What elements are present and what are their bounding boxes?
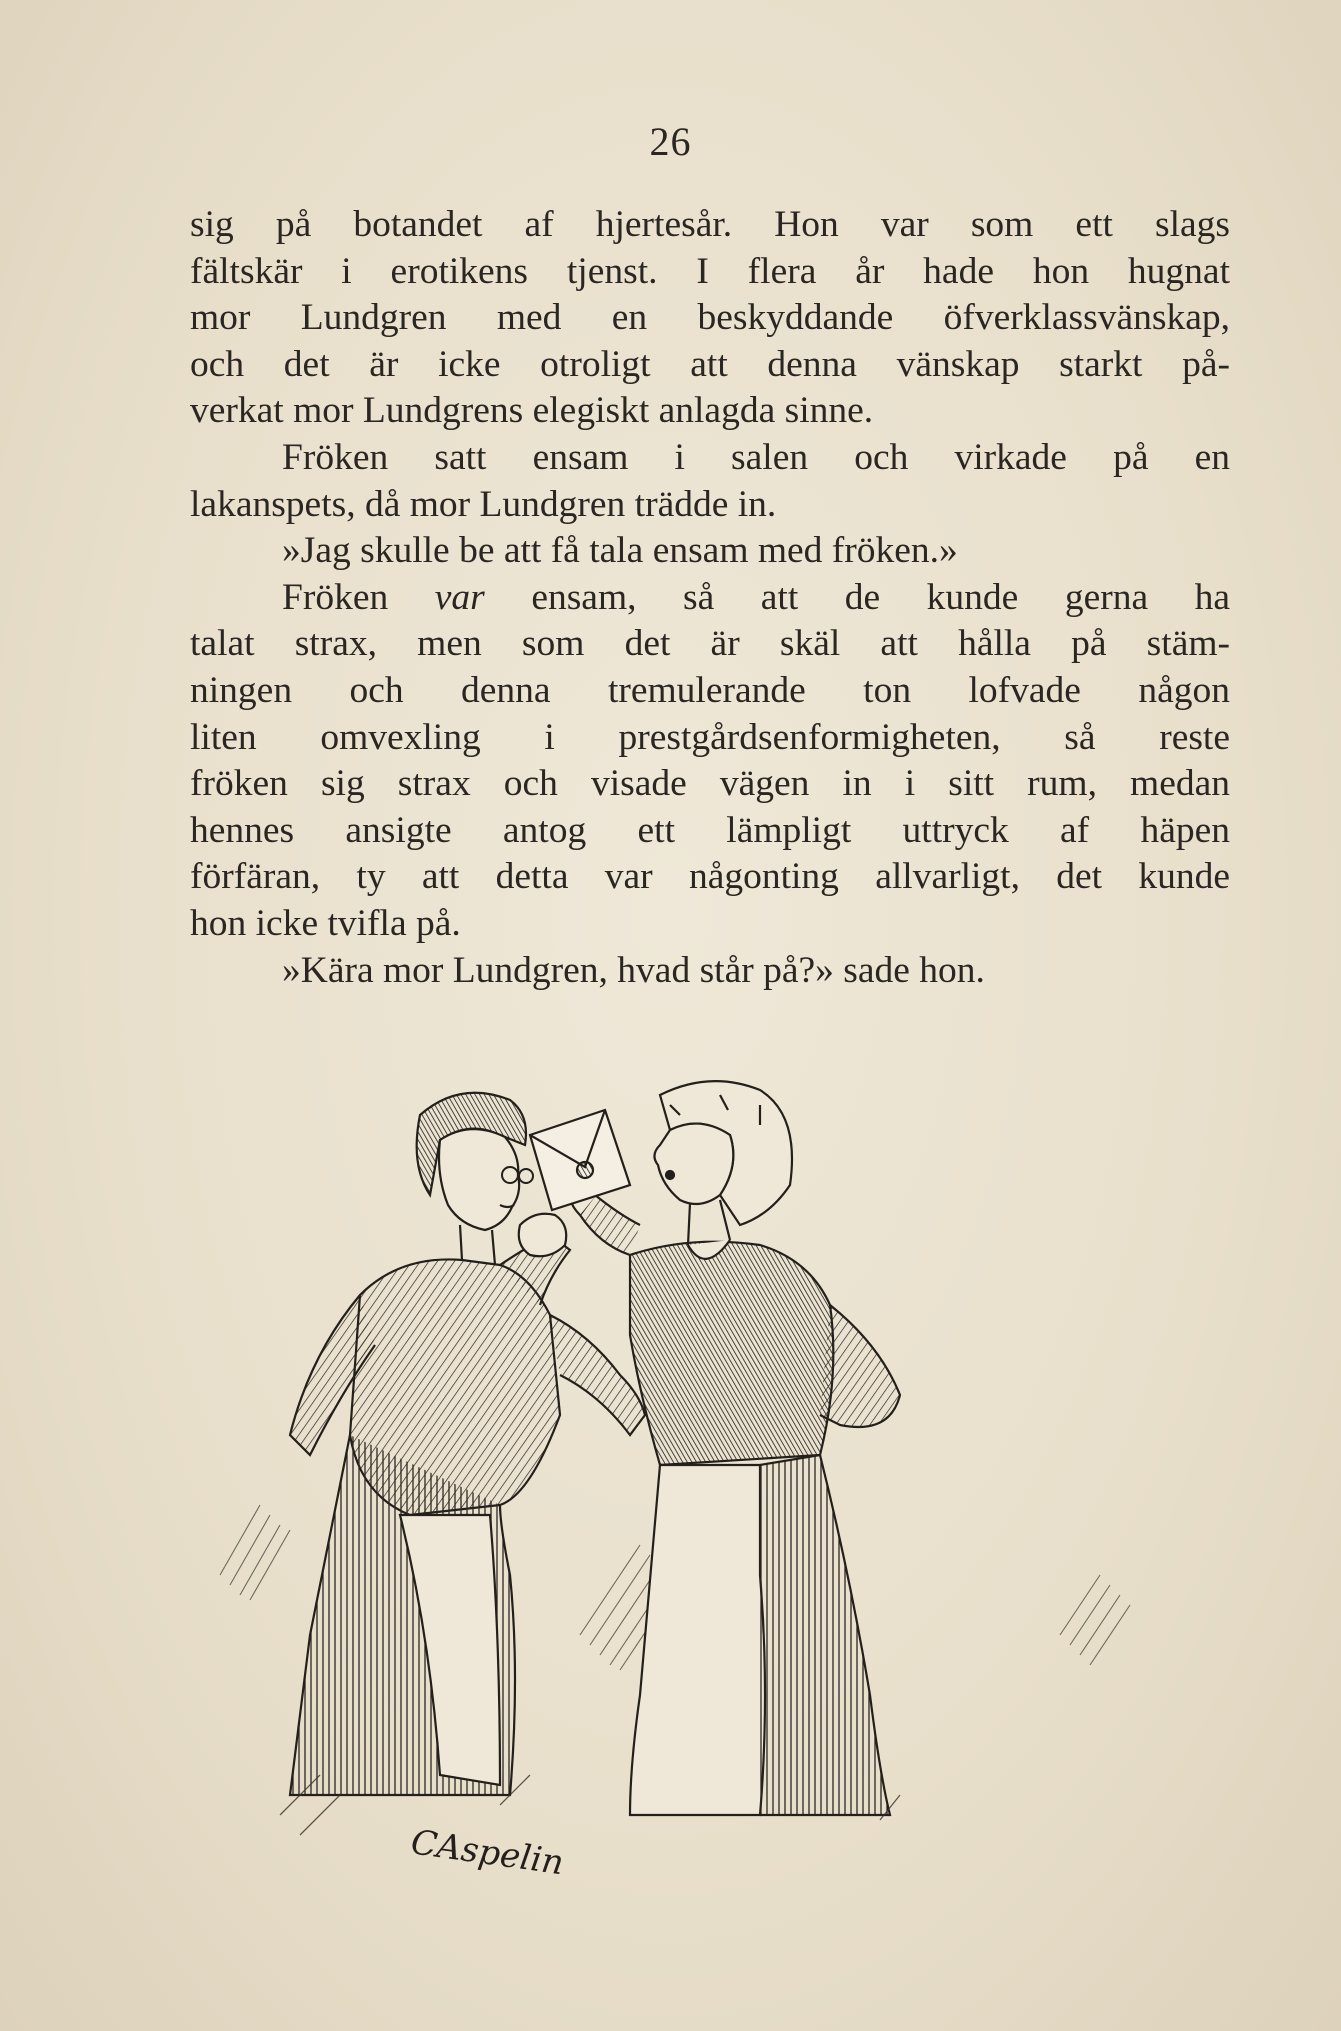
text-line: sig på botandet af hjertesår. Hon var som ett slags bbox=[190, 204, 1230, 245]
text-line: fröken sig strax och visade vägen in i sitt rum, medan bbox=[190, 763, 1230, 805]
mor-lundgren-figure bbox=[530, 1081, 900, 1815]
body-text bbox=[190, 202, 1230, 994]
page-number: 26 bbox=[649, 119, 692, 164]
text-line: ningen och denna tremulerande ton lofvade någon bbox=[190, 669, 1230, 711]
dialogue-line: »Kära mor Lundgren, hvad står på?» sade hon. bbox=[282, 949, 985, 991]
text-segment: ensam, så att de kunde gerna ha bbox=[531, 576, 1231, 618]
text-line: förfäran, ty att detta var någonting allvarligt, det kunde bbox=[190, 856, 1230, 898]
text-line: fältskär i erotikens tjenst. I flera år hade hon hugnat bbox=[190, 250, 1230, 292]
text-line: talat strax, men som det är skäl att hålla på stäm- bbox=[190, 623, 1230, 665]
two-women-drawing bbox=[200, 1075, 1180, 1875]
text-line: liten omvexling i prestgårdsenformigheten, så reste bbox=[190, 716, 1230, 758]
text-line: och det är icke otroligt att denna vänskap starkt på- bbox=[190, 343, 1230, 385]
text-word: Fröken bbox=[282, 576, 389, 618]
text-line: hon icke tvifla på. bbox=[190, 902, 461, 944]
pen-illustration bbox=[200, 1075, 1180, 1875]
text-line: mor Lundgren med en beskyddande öfverklassvänskap, bbox=[190, 297, 1230, 339]
dialogue-line: »Jag skulle be att få tala ensam med fröken.» bbox=[282, 530, 958, 572]
text-line: Fröken satt ensam i salen och virkade på en bbox=[282, 436, 1230, 478]
emphasized-word: var bbox=[434, 576, 485, 618]
text-line: verkat mor Lundgrens elegiskt anlagda sinne. bbox=[190, 390, 874, 432]
text-line: hennes ansigte antog ett lämpligt uttryck af häpen bbox=[190, 809, 1230, 851]
text-line: lakanspets, då mor Lundgren trädde in. bbox=[190, 483, 777, 525]
text-line bbox=[190, 575, 1230, 622]
artist-signature: CAspelin bbox=[408, 1822, 567, 1875]
